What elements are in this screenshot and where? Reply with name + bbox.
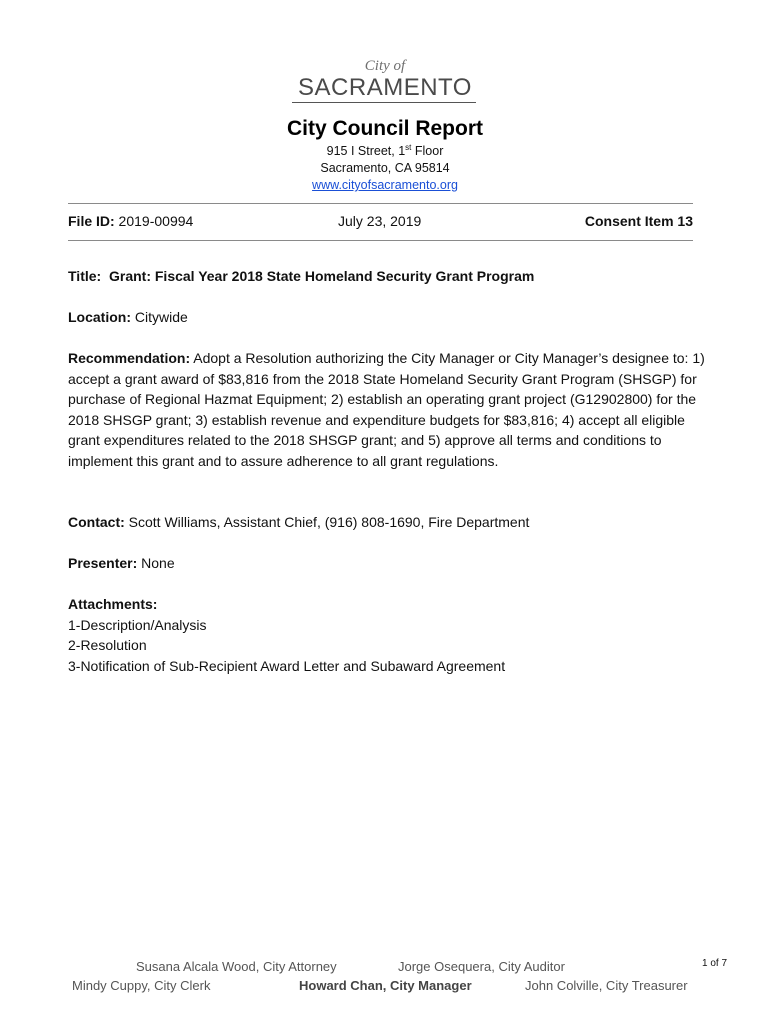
attachment-item: 2-Resolution <box>68 637 147 654</box>
logo-underline <box>292 102 476 103</box>
title-section: Title: Grant: Fiscal Year 2018 State Homeland Security Grant Program <box>68 268 535 284</box>
footer-city-manager: Howard Chan, City Manager <box>299 978 472 993</box>
recommendation-section: Recommendation: Adopt a Resolution authorizing the City Manager or City Manager’s designee to: 1) accept a grant award of $83,816 from the 2018 State Homeland Security Grant Program (SHSGP) for purchase of Regional Hazmat Equipment; 2) establish an operating grant project (G12902800) for the 2018 SHSGP grant; 3) establish revenue and expenditure budgets for $83,816; 4) accept all eligible grant expenditures related to the 2018 SHSGP grant; and 5) approve all terms and conditions to implement this grant and to assure adherence to all grant regulations. <box>68 350 705 469</box>
presenter-section: Presenter: None <box>68 555 175 571</box>
footer-city-auditor: Jorge Osequera, City Auditor <box>398 959 565 974</box>
attachment-item: 1-Description/Analysis <box>68 616 207 633</box>
logo-city-of: City of <box>364 58 406 74</box>
attachments-label: Attachments: <box>68 596 158 612</box>
website-link[interactable]: www.cityofsacramento.org <box>312 178 458 192</box>
report-title: City Council Report <box>286 117 483 140</box>
attachments-section <box>68 594 708 676</box>
footer-city-clerk: Mindy Cuppy, City Clerk <box>72 978 211 993</box>
footer-city-attorney: Susana Alcala Wood, City Attorney <box>136 959 337 974</box>
consent-item: Consent Item 13 <box>584 213 693 229</box>
street-address: 915 I Street, 1st Floor <box>326 143 444 159</box>
location-section: Location: Citywide <box>68 309 188 325</box>
report-date: July 23, 2019 <box>338 213 422 229</box>
city-address: Sacramento, CA 95814 <box>320 161 450 175</box>
footer-city-treasurer: John Colville, City Treasurer <box>525 978 688 993</box>
contact-section: Contact: Scott Williams, Assistant Chief, (916) 808-1690, Fire Department <box>68 514 530 530</box>
website-line <box>0 178 770 192</box>
page-number: 1 of 7 <box>702 958 728 969</box>
logo-sacramento: SACRAMENTO <box>298 74 472 101</box>
attachment-item: 3-Notification of Sub-Recipient Award Letter and Subaward Agreement <box>68 657 506 674</box>
header-divider-top <box>68 203 693 204</box>
header-divider-bottom <box>68 240 693 241</box>
file-id: File ID: 2019-00994 <box>68 213 194 229</box>
